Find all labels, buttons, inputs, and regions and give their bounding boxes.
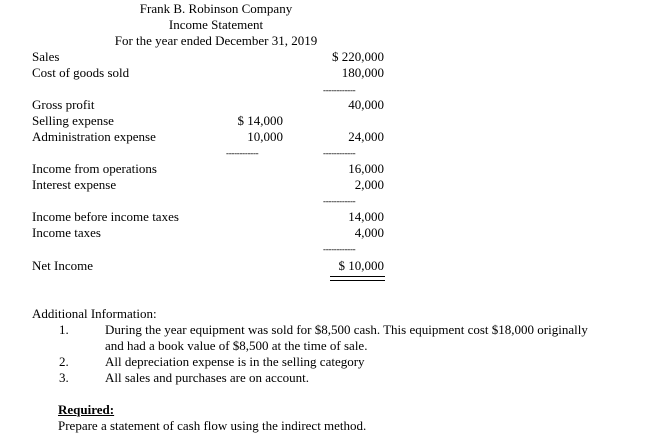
interest-expense-value: 2,000 (354, 177, 384, 192)
required-title: Required: (58, 402, 115, 417)
admin-expense-label: Administration expense (32, 129, 156, 144)
double-underline (330, 276, 385, 281)
selling-expense-value: $ 14,000 (237, 113, 283, 128)
separator-dashes: ------------ (323, 86, 356, 95)
selling-expense-label: Selling expense (32, 113, 114, 128)
statement-title: Income Statement (168, 17, 264, 32)
interest-expense-label: Interest expense (32, 177, 117, 192)
info-item-number: 1. (59, 322, 69, 337)
income-before-taxes-label: Income before income taxes (32, 209, 179, 224)
info-item-text: and had a book value of $8,500 at the time of sale. (105, 338, 368, 353)
admin-expense-value: 10,000 (247, 129, 283, 144)
statement-period: For the year ended December 31, 2019 (114, 33, 318, 48)
sales-value: $ 220,000 (332, 49, 384, 64)
sales-label: Sales (32, 49, 60, 64)
total-operating-expense-value: 24,000 (348, 129, 384, 144)
net-income-value: $ 10,000 (338, 258, 384, 273)
info-item-number: 3. (59, 370, 69, 385)
separator-dashes: ------------ (226, 149, 259, 158)
income-before-taxes-value: 14,000 (348, 209, 384, 224)
info-item-number: 2. (59, 354, 69, 369)
required-text: Prepare a statement of cash flow using the indirect method. (58, 418, 367, 433)
separator-dashes: ------------ (323, 149, 356, 158)
additional-info-title: Additional Information: (32, 306, 157, 321)
company-name: Frank B. Robinson Company (139, 1, 293, 16)
info-item-text: All sales and purchases are on account. (105, 370, 309, 385)
info-item-text: All depreciation expense is in the selling category (105, 354, 365, 369)
gross-profit-label: Gross profit (32, 97, 95, 112)
income-taxes-value: 4,000 (354, 225, 384, 240)
income-from-operations-label: Income from operations (32, 161, 157, 176)
income-taxes-label: Income taxes (32, 225, 101, 240)
cogs-value: 180,000 (341, 65, 384, 80)
income-from-operations-value: 16,000 (348, 161, 384, 176)
cogs-label: Cost of goods sold (32, 65, 130, 80)
separator-dashes: ------------ (323, 245, 356, 254)
net-income-label: Net Income (32, 258, 94, 273)
gross-profit-value: 40,000 (348, 97, 384, 112)
info-item-text: During the year equipment was sold for $8,500 cash. This equipment cost $18,000 originally (105, 322, 588, 337)
separator-dashes: ------------ (323, 197, 356, 206)
